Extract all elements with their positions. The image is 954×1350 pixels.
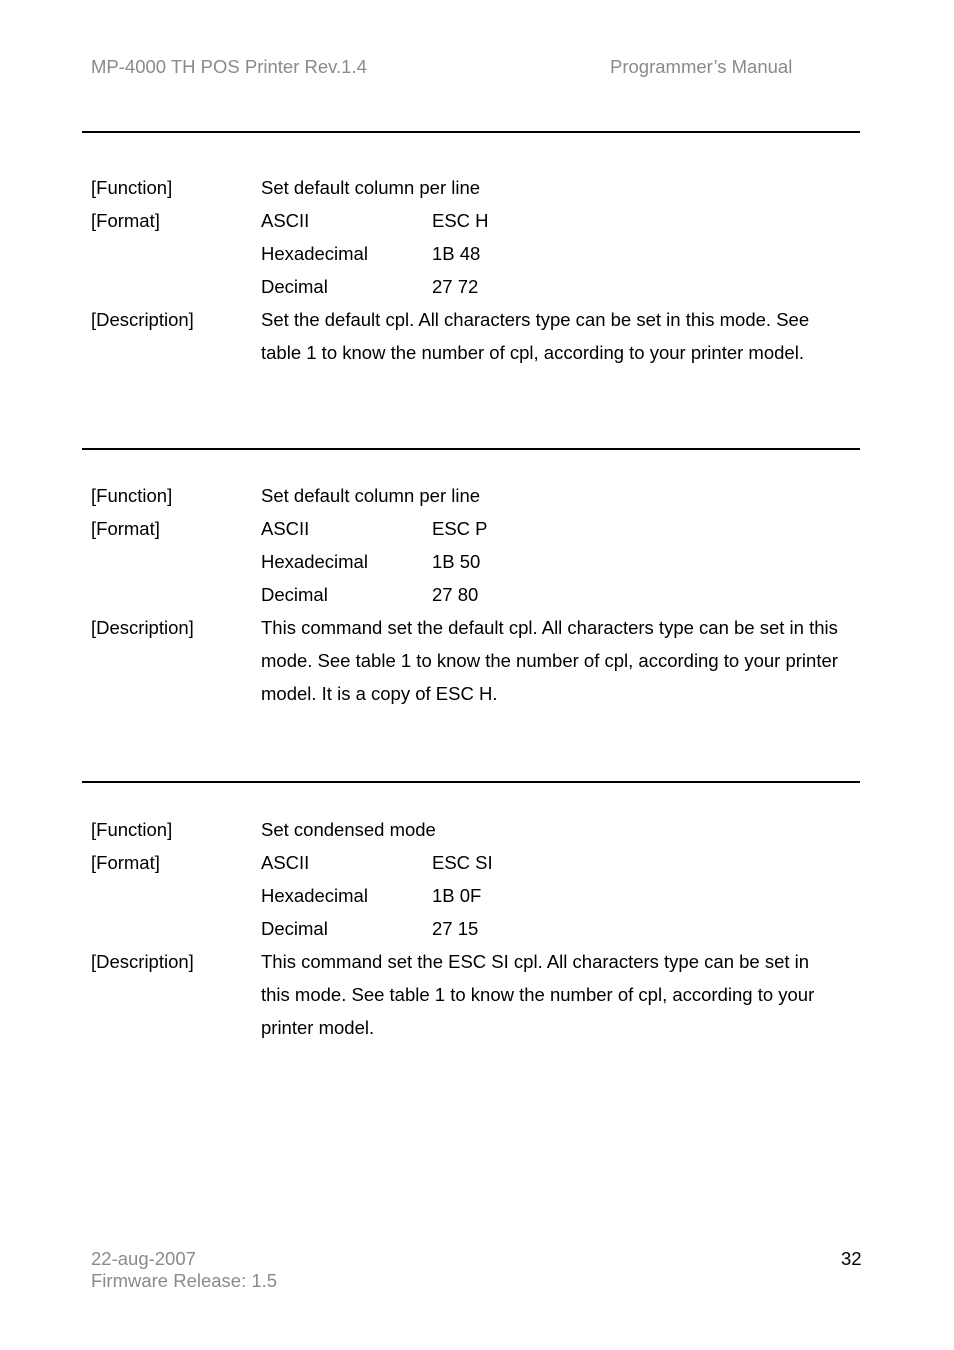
description-line: mode. See table 1 to know the number of cpl, according to your printer [261, 650, 838, 671]
ascii-value: ESC P [432, 518, 488, 539]
format-decimal-row [91, 912, 871, 945]
format-hex-row [91, 545, 871, 578]
section-divider [82, 781, 860, 783]
function-value: Set default column per line [261, 485, 481, 506]
format-ascii-row [91, 846, 871, 879]
decimal-value: 27 80 [432, 584, 479, 605]
description-text [261, 303, 866, 369]
function-value: Set default column per line [261, 177, 481, 198]
format-ascii-row [91, 512, 871, 545]
function-label: [Function] [91, 177, 173, 198]
command-section-2 [91, 479, 871, 710]
description-line: This command set the default cpl. All characters type can be set in this [261, 617, 838, 638]
hex-value: 1B 48 [432, 243, 481, 264]
decimal-label: Decimal [261, 276, 328, 297]
description-line: printer model. [261, 1017, 375, 1038]
format-label: [Format] [91, 518, 160, 539]
format-hex-row [91, 237, 871, 270]
decimal-value: 27 72 [432, 276, 479, 297]
function-row [91, 813, 871, 846]
description-text [261, 945, 866, 1044]
page-number: 32 [841, 1248, 862, 1269]
section-divider [82, 448, 860, 450]
ascii-label: ASCII [261, 210, 310, 231]
ascii-value: ESC SI [432, 852, 493, 873]
header-document-title: MP-4000 TH POS Printer Rev.1.4 [91, 56, 367, 77]
hex-label: Hexadecimal [261, 243, 368, 264]
description-line: This command set the ESC SI cpl. All characters type can be set in [261, 951, 810, 972]
decimal-label: Decimal [261, 918, 328, 939]
hex-label: Hexadecimal [261, 551, 368, 572]
description-line: Set the default cpl. All characters type can be set in this mode. See [261, 309, 810, 330]
format-label: [Format] [91, 852, 160, 873]
footer-firmware: Firmware Release: 1.5 [91, 1270, 278, 1291]
format-ascii-row [91, 204, 871, 237]
format-label: [Format] [91, 210, 160, 231]
description-row [91, 611, 871, 710]
function-label: [Function] [91, 819, 173, 840]
command-section-1 [91, 171, 871, 369]
function-row [91, 171, 871, 204]
ascii-value: ESC H [432, 210, 489, 231]
hex-label: Hexadecimal [261, 885, 368, 906]
format-hex-row [91, 879, 871, 912]
format-decimal-row [91, 578, 871, 611]
decimal-label: Decimal [261, 584, 328, 605]
ascii-label: ASCII [261, 518, 310, 539]
command-section-3 [91, 813, 871, 1044]
ascii-label: ASCII [261, 852, 310, 873]
description-label: [Description] [91, 951, 194, 972]
header-manual-title: Programmer’s Manual [610, 56, 793, 77]
function-row [91, 479, 871, 512]
description-line: model. It is a copy of ESC H. [261, 683, 498, 704]
format-decimal-row [91, 270, 871, 303]
hex-value: 1B 50 [432, 551, 481, 572]
decimal-value: 27 15 [432, 918, 479, 939]
description-row [91, 945, 871, 1044]
description-text [261, 611, 866, 710]
section-divider [82, 131, 860, 133]
description-line: table 1 to know the number of cpl, according to your printer model. [261, 342, 804, 363]
hex-value: 1B 0F [432, 885, 482, 906]
function-value: Set condensed mode [261, 819, 436, 840]
function-label: [Function] [91, 485, 173, 506]
description-line: this mode. See table 1 to know the number of cpl, according to your [261, 984, 815, 1005]
description-label: [Description] [91, 309, 194, 330]
description-label: [Description] [91, 617, 194, 638]
footer-date: 22-aug-2007 [91, 1248, 196, 1269]
description-row [91, 303, 871, 369]
footer-info [91, 1248, 277, 1292]
